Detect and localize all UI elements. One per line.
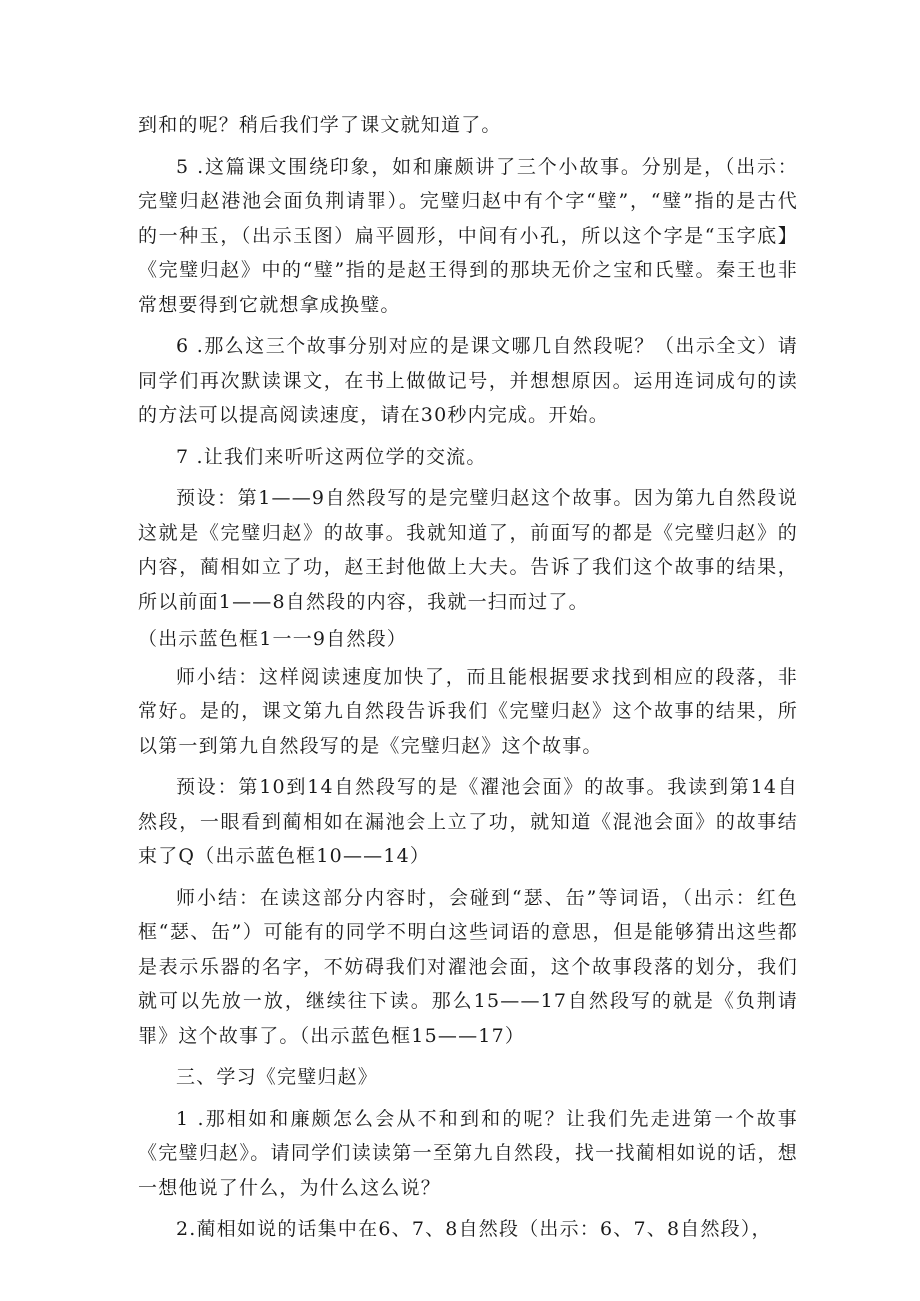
- section-heading-3: 三、学习《完璧归赵》: [176, 1066, 379, 1088]
- paragraph-6: 6 .那么这三个故事分别对应的是课文哪几自然段呢？（出示全文）请同学们再次默读课文，在书上做做记号，并想想原因。运用连词成句的读的方法可以提高阅读速度，请在30秒内完成。开始。: [138, 335, 798, 426]
- document-page: [138, 108, 798, 1247]
- paragraph-5: 5 .这篇课文围绕印象，如和廉颇讲了三个小故事。分别是，（出示：完璧归赵港池会面负荆请罪）。完璧归赵中有个字“璧”，“璧”指的是古代的一种玉，（出示玉图）扁平圆形，中间有小孔，所以这个字是“玉字底】《完璧归赵》中的“璧”指的是赵王得到的那块无价之宝和氏璧。秦王也非常想要得到它就想拿成换璧。: [138, 155, 798, 316]
- preset-paragraph-1: 预设：第1——9自然段写的是完璧归赵这个故事。因为第九自然段说这就是《完璧归赵》的故事。我就知道了，前面写的都是《完璧归赵》的内容，蔺相如立了功，赵王封他做上大夫。告诉了我们这个故事的结果，所以前面1——8自然段的内容，我就一扫而过了。: [138, 487, 798, 613]
- paragraph-0: 到和的呢？稍后我们学了课文就知道了。: [138, 114, 502, 136]
- preset-paragraph-2: 预设：第10到14自然段写的是《濯池会面》的故事。我读到第14自然段，一眼看到蔺相如在漏池会上立了功，就知道《混池会面》的故事结束了Q（出示蓝色框10——14）: [138, 776, 798, 867]
- paragraph-item-2: 2.蔺相如说的话集中在6、7、8自然段（出示：6、7、8自然段），: [176, 1218, 772, 1240]
- paragraph-7: 7 .让我们来听听这两位学的交流。: [176, 445, 487, 468]
- paragraph-item-1: 1 .那相如和廉颇怎么会从不和到和的呢？让我们先走进第一个故事《完璧归赵》。请同学们读读第一至第九自然段，找一找蔺相如说的话，想一想他说了什么，为什么这么说？: [138, 1107, 798, 1199]
- show-blue-box-1-9: （出示蓝色框1一一9自然段）: [138, 628, 407, 650]
- teacher-summary-2: 师小结：在读这部分内容时，会碰到“瑟、缶”等词语，（出示：红色框“瑟、缶”）可能有的同学不明白这些词语的意思，但是能够猜出这些都是表示乐器的名字，不妨碍我们对濯池会面，这个故事段落的划分，我们就可以先放一放，继续往下读。那么15——17自然段写的就是《负荆请罪》这个故事了。（出示蓝色框15——17）: [138, 886, 798, 1047]
- teacher-summary-1: 师小结：这样阅读速度加快了，而且能根据要求找到相应的段落，非常好。是的，课文第九自然段告诉我们《完璧归赵》这个故事的结果，所以第一到第九自然段写的是《完璧归赵》这个故事。: [138, 665, 798, 757]
